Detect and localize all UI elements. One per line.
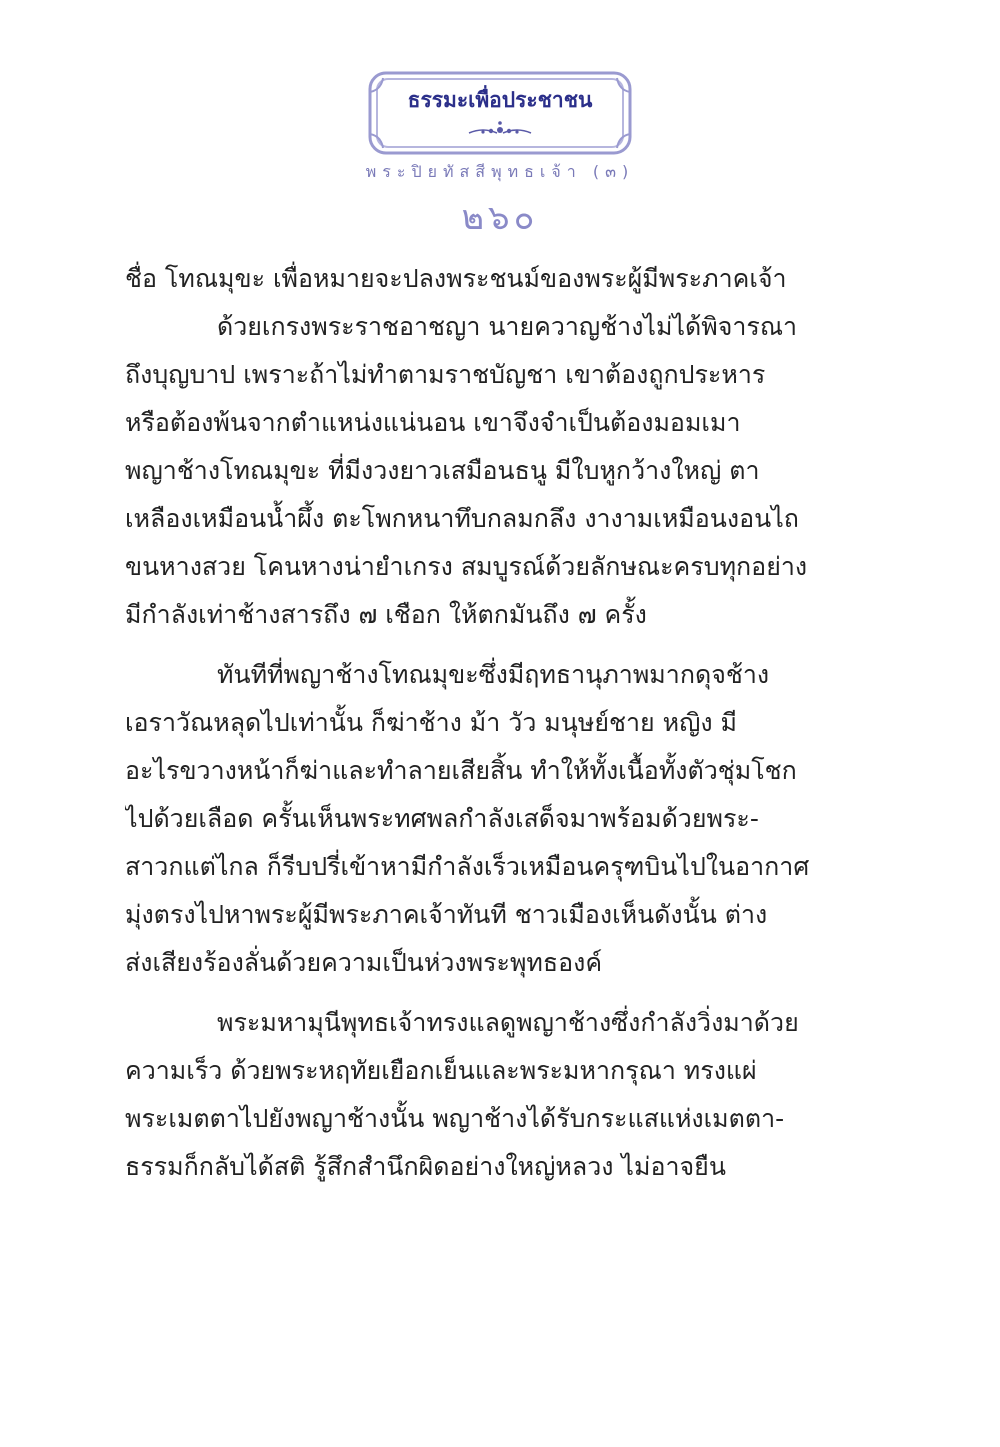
text-line: ความเร็ว ด้วยพระหฤทัยเยือกเย็นและพระมหากรุณา ทรงแผ่	[125, 1056, 757, 1085]
body-text	[125, 255, 847, 1191]
text-line: มุ่งตรงไปหาพระผู้มีพระภาคเจ้าทันที ชาวเมืองเห็นดังนั้น ต่าง	[125, 900, 768, 929]
text-line: สาวกแต่ไกล ก็รีบปรี่เข้าหามีกำลังเร็วเหมือนครุฑบินไปในอากาศ	[125, 852, 810, 881]
text-line: อะไรขวางหน้าก็ฆ่าและทำลายเสียสิ้น ทำให้ทั้งเนื้อทั้งตัวชุ่มโชก	[125, 756, 797, 785]
paragraph	[125, 651, 847, 987]
paragraph-spacer	[125, 639, 847, 651]
page-number: ๒๖๐	[461, 198, 539, 238]
text-line: เหลืองเหมือนน้ำผึ้ง ตะโพกหนาทึบกลมกลึง งางามเหมือนงอนไถ	[125, 504, 799, 533]
text-line: มีกำลังเท่าช้างสารถึง ๗ เชือก ให้ตกมันถึง ๗ ครั้ง	[125, 600, 647, 629]
paragraph	[125, 999, 847, 1191]
paragraph	[125, 303, 847, 639]
text-line: พระมหามุนีพุทธเจ้าทรงแลดูพญาช้างซึ่งกำลังวิ่งมาด้วย	[217, 1008, 799, 1037]
text-line: ชื่อ โทณมุขะ เพื่อหมายจะปลงพระชนม์ของพระผู้มีพระภาคเจ้า	[125, 264, 787, 293]
text-line: ถึงบุญบาป เพราะถ้าไม่ทำตามราชบัญชา เขาต้องถูกประหาร	[125, 360, 766, 389]
text-line: พระเมตตาไปยังพญาช้างนั้น พญาช้างได้รับกระแสแห่งเมตตา-	[125, 1104, 785, 1133]
text-line: เอราวัณหลุดไปเท่านั้น ก็ฆ่าช้าง ม้า วัว มนุษย์ชาย หญิง มี	[125, 708, 738, 737]
text-line: ขนหางสวย โคนหางน่ายำเกรง สมบูรณ์ด้วยลักษณะครบทุกอย่าง	[125, 552, 808, 581]
text-line: ด้วยเกรงพระราชอาชญา นายควาญช้างไม่ได้พิจารณา	[217, 312, 798, 341]
paragraph-spacer	[125, 987, 847, 999]
page-subtitle: พระปิยทัสสีพุทธเจ้า (๓)	[365, 162, 635, 181]
text-line: ธรรมก็กลับได้สติ รู้สึกสำนึกผิดอย่างใหญ่หลวง ไม่อาจยืน	[125, 1152, 726, 1181]
logo	[367, 70, 633, 156]
logo-text: ธรรมะเพื่อประชาชน	[407, 88, 593, 112]
text-line: ทันทีที่พญาช้างโทณมุขะซึ่งมีฤทธานุภาพมากดุจช้าง	[217, 660, 770, 689]
paragraph	[125, 255, 847, 303]
text-line: หรือต้องพ้นจากตำแหน่งแน่นอน เขาจึงจำเป็นต้องมอมเมา	[125, 408, 741, 437]
text-line: ส่งเสียงร้องลั่นด้วยความเป็นห่วงพระพุทธองค์	[125, 948, 603, 977]
text-line: ไปด้วยเลือด ครั้นเห็นพระทศพลกำลังเสด็จมาพร้อมด้วยพระ-	[125, 804, 759, 833]
text-line: พญาช้างโทณมุขะ ที่มีงวงยาวเสมือนธนู มีใบหูกว้างใหญ่ ตา	[125, 456, 760, 485]
